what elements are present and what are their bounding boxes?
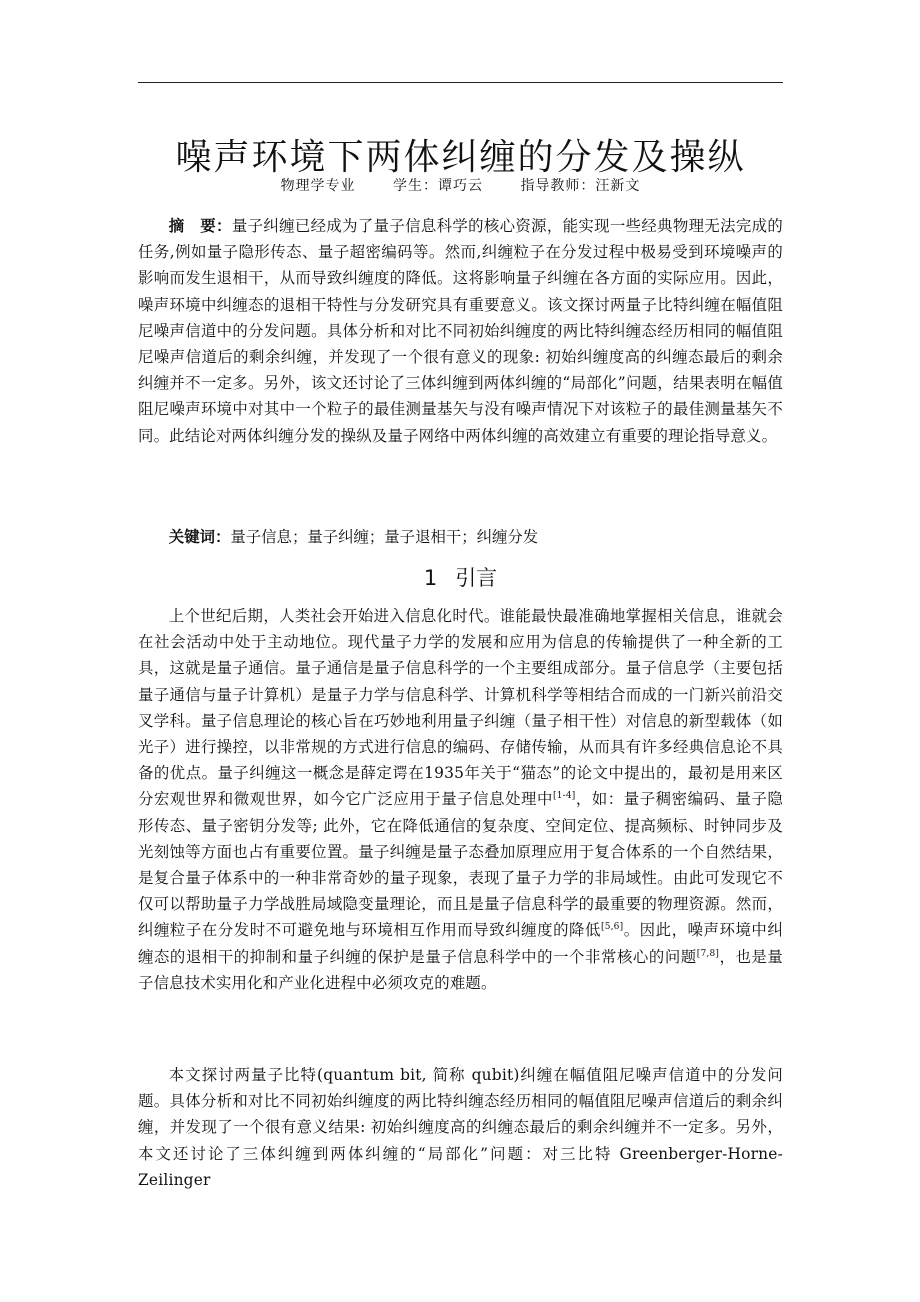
intro-paragraph-2: 本文探讨两量子比特(quantum bit, 简称 qubit)纠缠在幅值阻尼噪声信道中的分发问题。具体分析和对比不同初始纠缠度的两比特纠缠态经历相同的幅值阻尼噪声信道后的剩余纠缠，并发现了一个很有意义结果: 初始纠缠度高的纠缠态最后的剩余纠缠并不一定多。另外，本文还讨论了三体纠缠到两体纠缠的“局部化”问题：对三比特 Greenberger-Horne-Zeilinger — [138, 1066, 783, 1189]
para1-seg3: 。因此，噪声环境中纠缠态的退相干的抑制和量子纠缠的保护是量子信息科学中的一个非常核心的问题 — [138, 921, 783, 966]
header-rule — [138, 82, 783, 83]
citation-5-6: [5,6] — [600, 922, 624, 933]
keywords-label: 关键词： — [168, 528, 231, 546]
citation-7-8: [7,8] — [696, 948, 720, 959]
abstract — [138, 213, 783, 449]
paper-title: 噪声环境下两体纠缠的分发及操纵 — [175, 137, 746, 179]
author-student: 学生：谭巧云 — [393, 178, 483, 194]
intro-paragraph-1 — [138, 603, 783, 996]
para1-seg1: 上个世纪后期，人类社会开始进入信息化时代。谁能最快最准确地掌握相关信息，谁就会在社会活动中处于主动地位。现代量子力学的发展和应用为信息的传输提供了一种全新的工具，这就是量子通信。量子通信是量子信息科学的一个主要组成部分。量子信息学（主要包括量子通信与量子计算机）是量子力学与信息科学、计算机科学等相结合而成的一门新兴前沿交叉学科。量子信息理论的核心旨在巧妙地利用量子纠缠（量子相干性）对信息的新型载体（如光子）进行操控，以非常规的方式进行信息的编码、存储传输，从而具有许多经典信息论不具备的优点。量子纠缠这一概念是薛定谔在1935年关于“猫态”的论文中提出的，最初是用来区分宏观世界和微观世界，如今它广泛应用于量子信息处理中 — [138, 607, 783, 809]
section-title: 引言 — [455, 566, 498, 590]
keywords-text: 量子信息；量子纠缠；量子退相干；纠缠分发 — [230, 528, 539, 546]
abstract-text: 量子纠缠已经成为了量子信息科学的核心资源，能实现一些经典物理无法完成的任务,例如量子隐形传态、量子超密编码等。然而,纠缠粒子在分发过程中极易受到环境噪声的影响而发生退相干，从而导致纠缠度的降低。这将影响量子纠缠在各方面的实际应用。因此，噪声环境中纠缠态的退相干特性与分发研究具有重要意义。该文探讨两量子比特纠缠在幅值阻尼噪声信道中的分发问题。具体分析和对比不同初始纠缠度的两比特纠缠态经历相同的幅值阻尼噪声信道后的剩余纠缠，并发现了一个很有意义的现象: 初始纠缠度高的纠缠态最后的剩余纠缠并不一定多。另外，该文还讨论了三体纠缠到两体纠缠的“局部化”问题，结果表明在幅值阻尼噪声环境中对其中一个粒子的最佳测量基矢与没有噪声情况下对该粒子的最佳测量基矢不同。此结论对两体纠缠分发的操纵及量子网络中两体纠缠的高效建立有重要的理论指导意义。 — [138, 217, 783, 445]
author-major: 物理学专业 — [280, 178, 356, 194]
keywords — [138, 524, 783, 550]
section-number: 1 — [423, 566, 438, 590]
author-line — [138, 176, 783, 196]
author-advisor: 指导教师：汪新文 — [520, 178, 641, 194]
para1-seg2: ，如：量子稠密编码、量子隐形传态、量子密钥分发等; 此外，它在降低通信的复杂度、空间定位、提高频标、时钟同步及光刻蚀等方面也占有重要位置。量子纠缠是量子态叠加原理应用于复合体系的一个自然结果，是复合量子体系中的一种非常奇妙的量子现象，表现了量子力学的非局域性。由此可发现它不仅可以帮助量子力学战胜局域隐变量理论，而且是量子信息科学的最重要的物理资源。然而，纠缠粒子在分发时不可避免地与环境相互作用而导致纠缠度的降低 — [138, 790, 783, 940]
abstract-label: 摘 要： — [168, 217, 232, 235]
section-heading — [138, 563, 783, 593]
para1-seg4: ，也是量子信息技术实用化和产业化进程中必须攻克的难题。 — [138, 947, 783, 992]
citation-1-4: [1-4] — [552, 791, 576, 802]
